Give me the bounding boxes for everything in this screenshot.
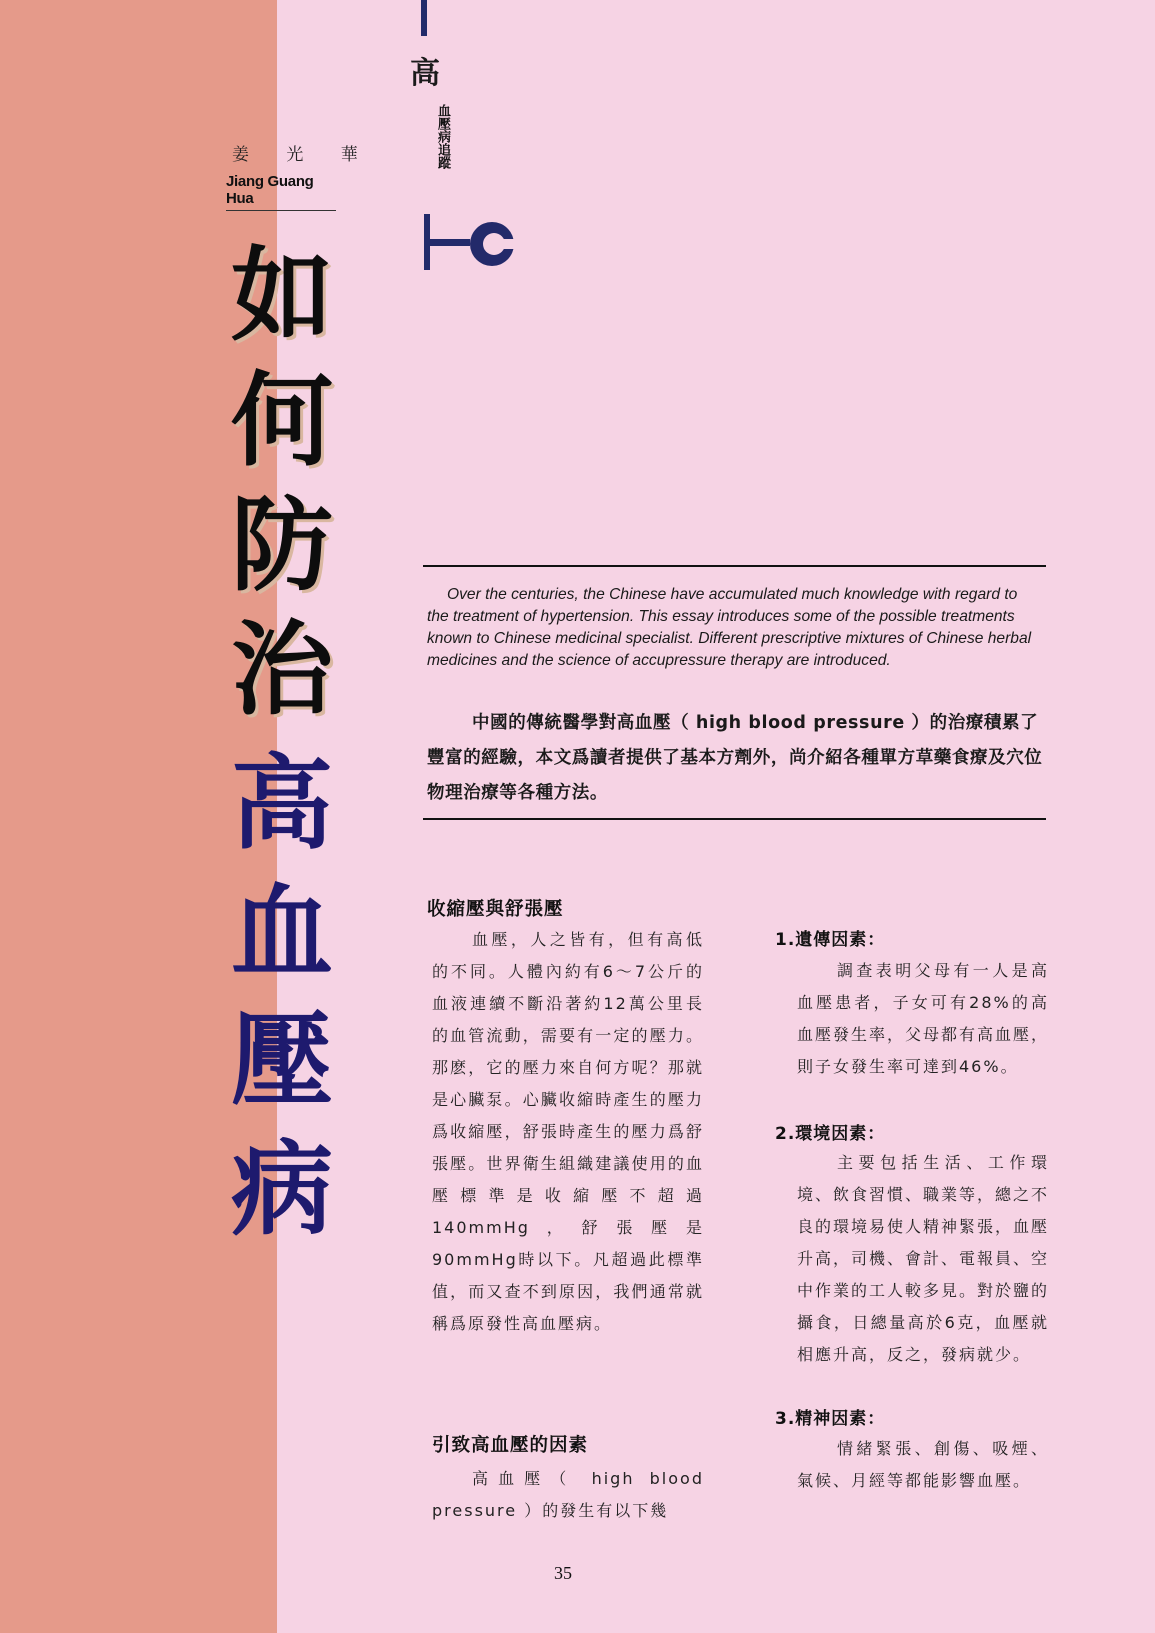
- title-char: 防: [231, 487, 333, 606]
- title-char: 高: [231, 745, 333, 864]
- section-body: 血壓，人之皆有，但有高低的不同。人體內約有6～7公斤的血液連續不斷沿著約12萬公里長的血管流動，需要有一定的壓力。那麽，它的壓力來自何方呢？那就是心臟泵。心臟收縮時產生的壓力爲收縮壓，舒張時產生的壓力爲舒張壓。世界衛生組織建議使用的血壓標準是收縮壓不超過140mmHg，舒張壓是90mmHg時以下。凡超過此標準值，而又查不到原因，我們通常就稱爲原發性高血壓病。: [432, 930, 704, 1333]
- factor-heading: 3.精神因素：: [775, 1409, 886, 1429]
- title-char: 如: [231, 237, 333, 356]
- title-char: 治: [231, 611, 333, 730]
- section-heading: 收縮壓與舒張壓: [427, 899, 564, 920]
- factor-body: 情緒緊張、創傷、吸煙、氣候、月經等都能影響血壓。: [797, 1439, 1049, 1490]
- abstract-english: Over the centuries, the Chinese have accumulated much knowledge with regard to the treatment of hypertension. This essay introduces some of the possible treatments known to Chinese medicinal specialist. Different prescriptive mixtures of Chinese herbal medicines and the science of accupressure therapy are introduced.: [427, 586, 1032, 669]
- factor-body: 主要包括生活、工作環境、飲食習慣、職業等，總之不良的環境易使人精神緊張，血壓升高，司機、會計、電報員、空中作業的工人較多見。對於鹽的攝食，日總量高於6克，血壓就相應升高，反之，發病就少。: [797, 1153, 1050, 1364]
- author-name-chinese: 姜 光 華: [232, 145, 374, 165]
- column-logo-icon: [424, 214, 544, 274]
- section-body: 高血壓（ high blood pressure ）的發生有以下幾: [432, 1469, 704, 1520]
- title-char: 病: [231, 1131, 333, 1250]
- bottom-rule: [423, 818, 1046, 820]
- title-char: 血: [231, 874, 333, 993]
- factor-heading: 1.遺傳因素：: [775, 930, 886, 950]
- factor-heading: 2.環境因素：: [775, 1124, 886, 1144]
- abstract-chinese: 中國的傳統醫學對高血壓（ high blood pressure ）的治療積累了豐富的經驗，本文爲讀者提供了基本方劑外，尚介紹各種單方草藥食療及穴位物理治療等各種方法。: [427, 713, 1043, 803]
- column-subtitle: 血壓病追蹤: [435, 104, 450, 169]
- column-bar: [421, 0, 427, 36]
- top-rule: [423, 565, 1046, 567]
- factor-body: 調查表明父母有一人是高血壓患者，子女可有28%的高血壓發生率，父母都有高血壓，則子女發生率可達到46%。: [797, 961, 1050, 1076]
- section-heading: 引致高血壓的因素: [432, 1435, 589, 1456]
- title-char: 壓: [231, 1002, 333, 1121]
- title-char: 何: [231, 362, 333, 481]
- column-name: 高: [410, 56, 440, 91]
- author-name-english: Jiang Guang Hua: [226, 173, 336, 211]
- page-number: 35: [554, 1563, 572, 1583]
